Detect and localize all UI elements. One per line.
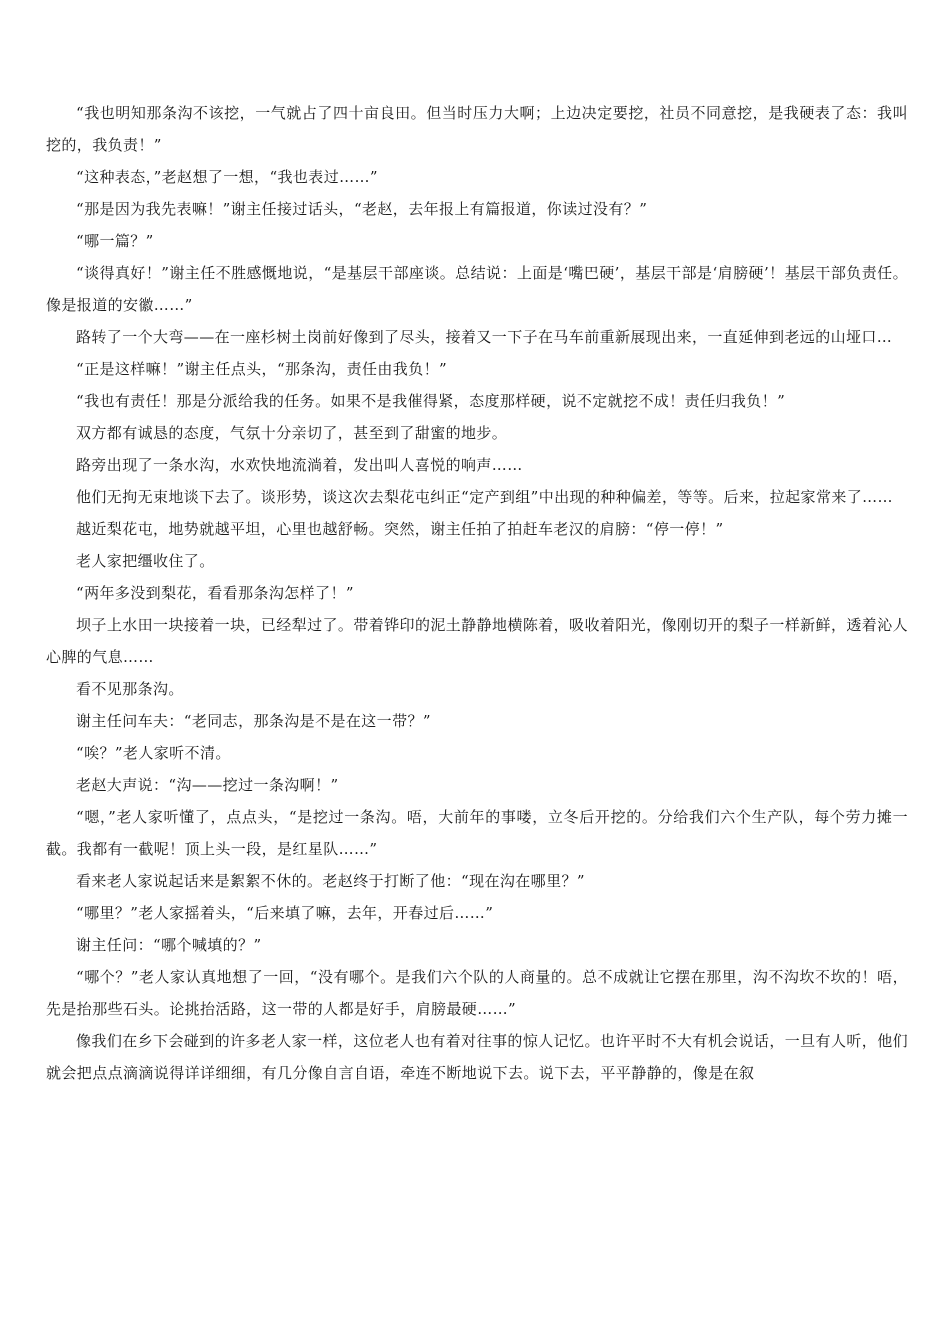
paragraph: 看来老人家说起话来是絮絮不休的。老赵终于打断了他：“现在沟在哪里？” — [76, 872, 585, 890]
paragraph: 双方都有诚恳的态度，气氛十分亲切了，甚至到了甜蜜的地步。 — [76, 424, 508, 442]
paragraph: “哪一篇？” — [76, 232, 154, 250]
paragraph: “唉？”老人家听不清。 — [76, 744, 231, 762]
paragraph: 他们无拘无束地谈下去了。谈形势，谈这次去梨花屯纠正“定产到组”中出现的种种偏差，等等。后来，拉起家常来了…… — [76, 488, 893, 506]
paragraph: “我也有责任！那是分派给我的任务。如果不是我催得紧，态度那样硬，说不定就挖不成！责任归我负！” — [76, 392, 786, 410]
paragraph: 坝子上水田一块接着一块，已经犁过了。带着铧印的泥土静静地横陈着，吸收着阳光，像刚切开的梨子一样新鲜，透着沁人心脾的气息…… — [46, 616, 908, 666]
paragraph: “我也明知那条沟不该挖，一气就占了四十亩良田。但当时压力大啊；上边决定要挖，社员不同意挖，是我硬表了态：我叫挖的，我负责！” — [46, 104, 908, 154]
paragraph: “两年多没到梨花，看看那条沟怎样了！” — [76, 584, 354, 602]
paragraph: 看不见那条沟。 — [76, 680, 184, 698]
paragraph: “嗯，”老人家听懂了，点点头，“是挖过一条沟。唔，大前年的事喽，立冬后开挖的。分给我们六个生产队，每个劳力摊一截。我都有一截呢！顶上头一段，是红星队……” — [46, 808, 908, 858]
paragraph: 谢主任问车夫：“老同志，那条沟是不是在这一带？” — [76, 712, 431, 730]
paragraph: “正是这样嘛！”谢主任点头，“那条沟，责任由我负！” — [76, 360, 448, 378]
paragraph: “哪个？”老人家认真地想了一回，“没有哪个。是我们六个队的人商量的。总不成就让它摆在那里，沟不沟坎不坎的！唔，先是抬那些石头。论挑抬活路，这一带的人都是好手，肩膀最硬……” — [46, 968, 908, 1018]
paragraph: “这种表态，”老赵想了一想，“我也表过……” — [76, 168, 378, 186]
paragraph: “谈得真好！”谢主任不胜感慨地说，“是基层干部座谈。总结说：上面是‘嘴巴硬’，基层干部是‘肩膀硬’！基层干部负责任。像是报道的安徽……” — [46, 264, 908, 314]
paragraph: “哪里？”老人家摇着头，“后来填了嘛，去年，开春过后……” — [76, 904, 494, 922]
paragraph: 越近梨花屯，地势就越平坦，心里也越舒畅。突然，谢主任拍了拍赶车老汉的肩膀：“停一停！” — [76, 520, 724, 538]
paragraph: 路转了一个大弯——在一座杉树土岗前好像到了尽头，接着又一下子在马车前重新展现出来，一直延伸到老远的山垭口… — [76, 328, 893, 346]
article-body — [46, 97, 908, 1089]
paragraph: 谢主任问：“哪个喊填的？” — [76, 936, 262, 954]
paragraph: 老人家把缰收住了。 — [76, 552, 215, 570]
paragraph: 路旁出现了一条水沟，水欢快地流淌着，发出叫人喜悦的响声…… — [76, 456, 523, 474]
paragraph: 像我们在乡下会碰到的许多老人家一样，这位老人也有着对往事的惊人记忆。也许平时不大有机会说话，一旦有人听，他们就会把点点滴滴说得详详细细，有几分像自言自语，牵连不断地说下去。说下去，平平静静的，像是在叙 — [46, 1032, 908, 1082]
paragraph: 老赵大声说：“沟——挖过一条沟啊！” — [76, 776, 339, 794]
paragraph: “那是因为我先表嘛！”谢主任接过话头，“老赵，去年报上有篇报道，你读过没有？” — [76, 200, 648, 218]
